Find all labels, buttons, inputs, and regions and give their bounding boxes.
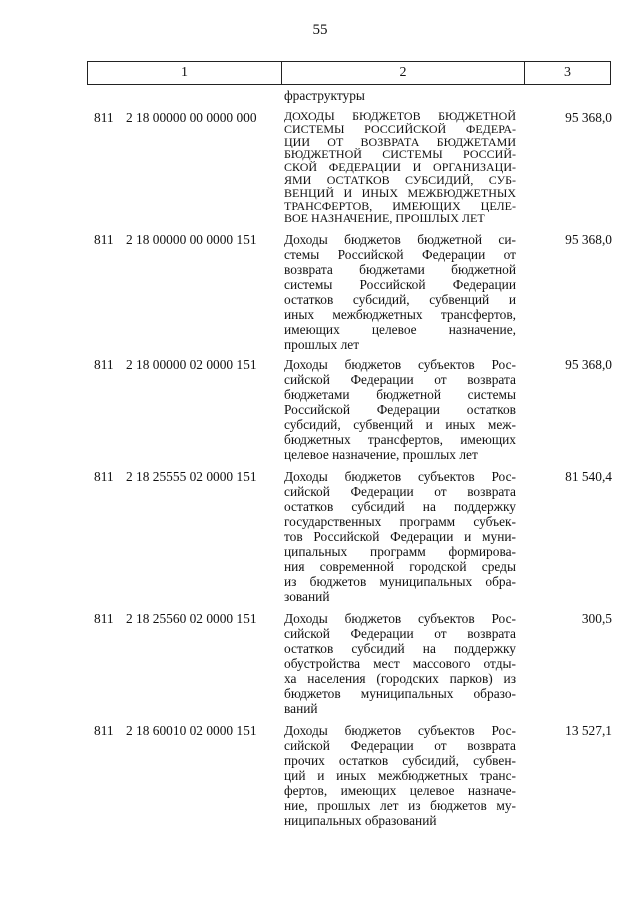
description-line: возврата бюджетами бюджетной <box>284 262 516 277</box>
description-line: ЦИИ ОТ ВОЗВРАТА БЮДЖЕТАМИ <box>284 135 516 149</box>
table-row <box>0 357 640 469</box>
table-row <box>0 232 640 357</box>
description-line: остатков субсидий, субвенций и <box>284 292 516 307</box>
description-line: сийской Федерации от возврата <box>284 738 516 753</box>
description-line: тов Российской Федерации и муни- <box>284 529 516 544</box>
description-line: фертов, имеющих целевое назначе- <box>284 783 516 798</box>
description-line: сийской Федерации от возврата <box>284 626 516 641</box>
table-row <box>0 110 640 232</box>
admin-code: 811 <box>94 469 114 484</box>
description-line: ций и иных межбюджетных транс- <box>284 768 516 783</box>
description-line: Доходы бюджетов субъектов Рос- <box>284 723 516 738</box>
description-line: остатков субсидий на поддержку <box>284 641 516 656</box>
description-line: обустройства мест массового отды- <box>284 656 516 671</box>
table-row <box>0 611 640 723</box>
description-line: остатков субсидий на поддержку <box>284 499 516 514</box>
description-line: сийской Федерации от возврата <box>284 484 516 499</box>
description-line: имеющих целевое назначение, <box>284 322 516 337</box>
description-line: ЯМИ ОСТАТКОВ СУБСИДИЙ, СУБ- <box>284 173 516 187</box>
description-line: системы Российской Федерации <box>284 277 516 292</box>
description-line: БЮДЖЕТНОЙ СИСТЕМЫ РОССИЙ- <box>284 148 516 162</box>
admin-code: 811 <box>94 232 114 247</box>
amount-cell: 95 368,0 <box>565 357 612 372</box>
amount-cell: 13 527,1 <box>565 723 612 738</box>
description-line: Российской Федерации остатков <box>284 402 516 417</box>
admin-code: 811 <box>94 611 114 626</box>
table-body <box>0 88 640 833</box>
budget-code: 2 18 60010 02 0000 151 <box>126 723 257 738</box>
description-line: ТРАНСФЕРТОВ, ИМЕЮЩИХ ЦЕЛЕ- <box>284 199 516 213</box>
description-line: ние, прошлых лет из бюджетов му- <box>284 798 516 813</box>
description-line: ципальных программ формирова- <box>284 544 516 559</box>
amount-cell: 300,5 <box>581 611 612 626</box>
admin-code: 811 <box>94 723 114 738</box>
amount-cell: 81 540,4 <box>565 469 612 484</box>
description-line: стемы Российской Федерации от <box>284 247 516 262</box>
table-row <box>0 723 640 833</box>
description-cell <box>284 110 516 225</box>
description-cell <box>284 723 516 828</box>
continuation-line: фраструктуры <box>284 88 365 103</box>
budget-code: 2 18 00000 00 0000 151 <box>126 232 257 247</box>
continuation-text <box>284 88 516 103</box>
code-cell <box>94 232 280 247</box>
description-cell <box>284 611 516 716</box>
description-line: зований <box>284 589 330 604</box>
description-line: ниципальных образований <box>284 813 437 828</box>
description-cell <box>284 469 516 604</box>
description-line: ния современной городской среды <box>284 559 516 574</box>
description-line: ДОХОДЫ БЮДЖЕТОВ БЮДЖЕТНОЙ <box>284 110 516 123</box>
description-line: бюджетами бюджетной системы <box>284 387 516 402</box>
description-line: Доходы бюджетов субъектов Рос- <box>284 611 516 626</box>
description-line: ВЕНЦИЙ И ИНЫХ МЕЖБЮДЖЕТНЫХ <box>284 186 516 200</box>
description-line: субсидий, субвенций и иных меж- <box>284 417 516 432</box>
budget-code: 2 18 25560 02 0000 151 <box>126 611 257 626</box>
description-line: государственных программ субъек- <box>284 514 516 529</box>
code-cell <box>94 611 280 626</box>
header-col-1: 1 <box>88 62 282 84</box>
page-number: 55 <box>312 22 328 38</box>
description-line: ваний <box>284 701 318 716</box>
description-line: ха населения (городских парков) из <box>284 671 516 686</box>
description-cell <box>284 357 516 462</box>
description-line: СКОЙ ФЕДЕРАЦИИ И ОРГАНИЗАЦИ- <box>284 161 516 174</box>
table-header <box>87 61 611 85</box>
header-col-2: 2 <box>282 62 525 84</box>
description-line: бюджетов муниципальных образо- <box>284 686 516 701</box>
description-line: прошлых лет <box>284 337 360 352</box>
description-line: из бюджетов муниципальных обра- <box>284 574 516 589</box>
description-line: ВОЕ НАЗНАЧЕНИЕ, ПРОШЛЫХ ЛЕТ <box>284 212 485 226</box>
description-line: целевое назначение, прошлых лет <box>284 447 478 462</box>
code-cell <box>94 469 280 484</box>
budget-code: 2 18 00000 00 0000 000 <box>126 110 257 125</box>
code-cell <box>94 357 280 372</box>
budget-code: 2 18 25555 02 0000 151 <box>126 469 257 484</box>
description-line: сийской Федерации от возврата <box>284 372 516 387</box>
description-line: Доходы бюджетов бюджетной си- <box>284 232 516 247</box>
description-line: Доходы бюджетов субъектов Рос- <box>284 469 516 484</box>
amount-cell: 95 368,0 <box>565 110 612 125</box>
description-line: прочих остатков субсидий, субвен- <box>284 753 516 768</box>
description-cell <box>284 232 516 352</box>
budget-code: 2 18 00000 02 0000 151 <box>126 357 257 372</box>
code-cell <box>94 110 280 125</box>
amount-cell: 95 368,0 <box>565 232 612 247</box>
description-line: Доходы бюджетов субъектов Рос- <box>284 357 516 372</box>
code-cell <box>94 723 280 738</box>
admin-code: 811 <box>94 357 114 372</box>
description-line: СИСТЕМЫ РОССИЙСКОЙ ФЕДЕРА- <box>284 122 516 136</box>
description-line: бюджетных трансфертов, имеющих <box>284 432 516 447</box>
table-row <box>0 469 640 611</box>
description-line: иных межбюджетных трансфертов, <box>284 307 516 322</box>
admin-code: 811 <box>94 110 114 125</box>
header-col-3: 3 <box>564 65 571 80</box>
continuation-row <box>0 88 640 110</box>
